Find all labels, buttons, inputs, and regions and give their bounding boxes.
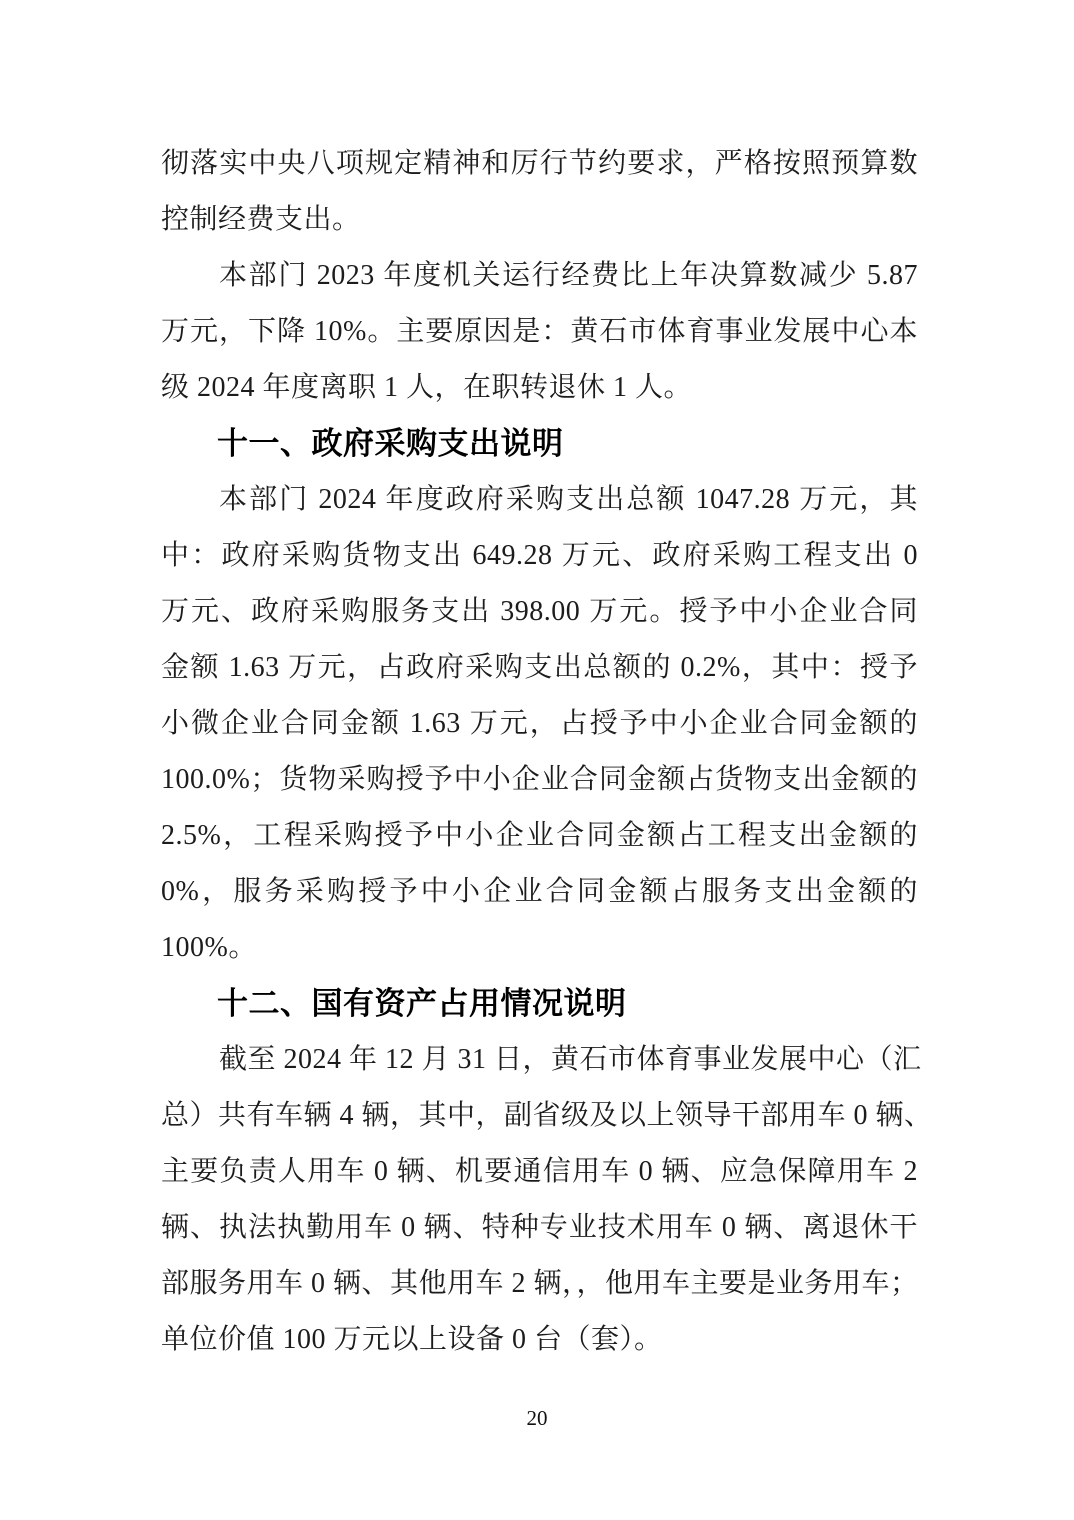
document-body (161, 136, 933, 1368)
text-line: 主要负责人用车 0 辆、机要通信用车 0 辆、应急保障用车 2 (161, 1156, 918, 1187)
text-line: 中：政府采购货物支出 649.28 万元、政府采购工程支出 0 (161, 540, 918, 571)
text-line: 0%，服务采购授予中小企业合同金额占服务支出金额的 (161, 876, 918, 907)
text-line: 万元，下降 10%。主要原因是：黄石市体育事业发展中心本 (161, 316, 918, 347)
text-line: 100.0%；货物采购授予中小企业合同金额占货物支出金额的 (161, 764, 918, 795)
text-line: 级 2024 年度离职 1 人，在职转退休 1 人。 (161, 372, 693, 403)
text-line: 彻落实中央八项规定精神和厉行节约要求，严格按照预算数 (161, 148, 918, 179)
text-line: 2.5%，工程采购授予中小企业合同金额占工程支出金额的 (161, 820, 918, 851)
text-line: 部服务用车 0 辆、其他用车 2 辆，，他用车主要是业务用车； (161, 1268, 919, 1299)
section-heading-11: 十一、政府采购支出说明 (217, 426, 564, 461)
section-heading-12: 十二、国有资产占用情况说明 (217, 986, 627, 1021)
text-line: 总）共有车辆 4 辆，其中，副省级及以上领导干部用车 0 辆、 (161, 1100, 933, 1131)
text-line: 100%。 (161, 932, 257, 963)
text-line: 单位价值 100 万元以上设备 0 台（套）。 (161, 1324, 663, 1355)
text-line: 控制经费支出。 (161, 204, 361, 235)
text-line: 截至 2024 年 12 月 31 日，黄石市体育事业发展中心（汇 (219, 1044, 922, 1075)
page-number: 20 (526, 1406, 548, 1430)
text-line: 本部门 2024 年度政府采购支出总额 1047.28 万元，其 (219, 484, 918, 515)
text-line: 金额 1.63 万元，占政府采购支出总额的 0.2%，其中：授予 (161, 652, 918, 683)
text-line: 小微企业合同金额 1.63 万元，占授予中小企业合同金额的 (161, 708, 918, 739)
text-line: 辆、执法执勤用车 0 辆、特种专业技术用车 0 辆、离退休干 (161, 1212, 918, 1243)
text-line: 本部门 2023 年度机关运行经费比上年决算数减少 5.87 (219, 260, 918, 291)
text-line: 万元、政府采购服务支出 398.00 万元。授予中小企业合同 (161, 596, 918, 627)
